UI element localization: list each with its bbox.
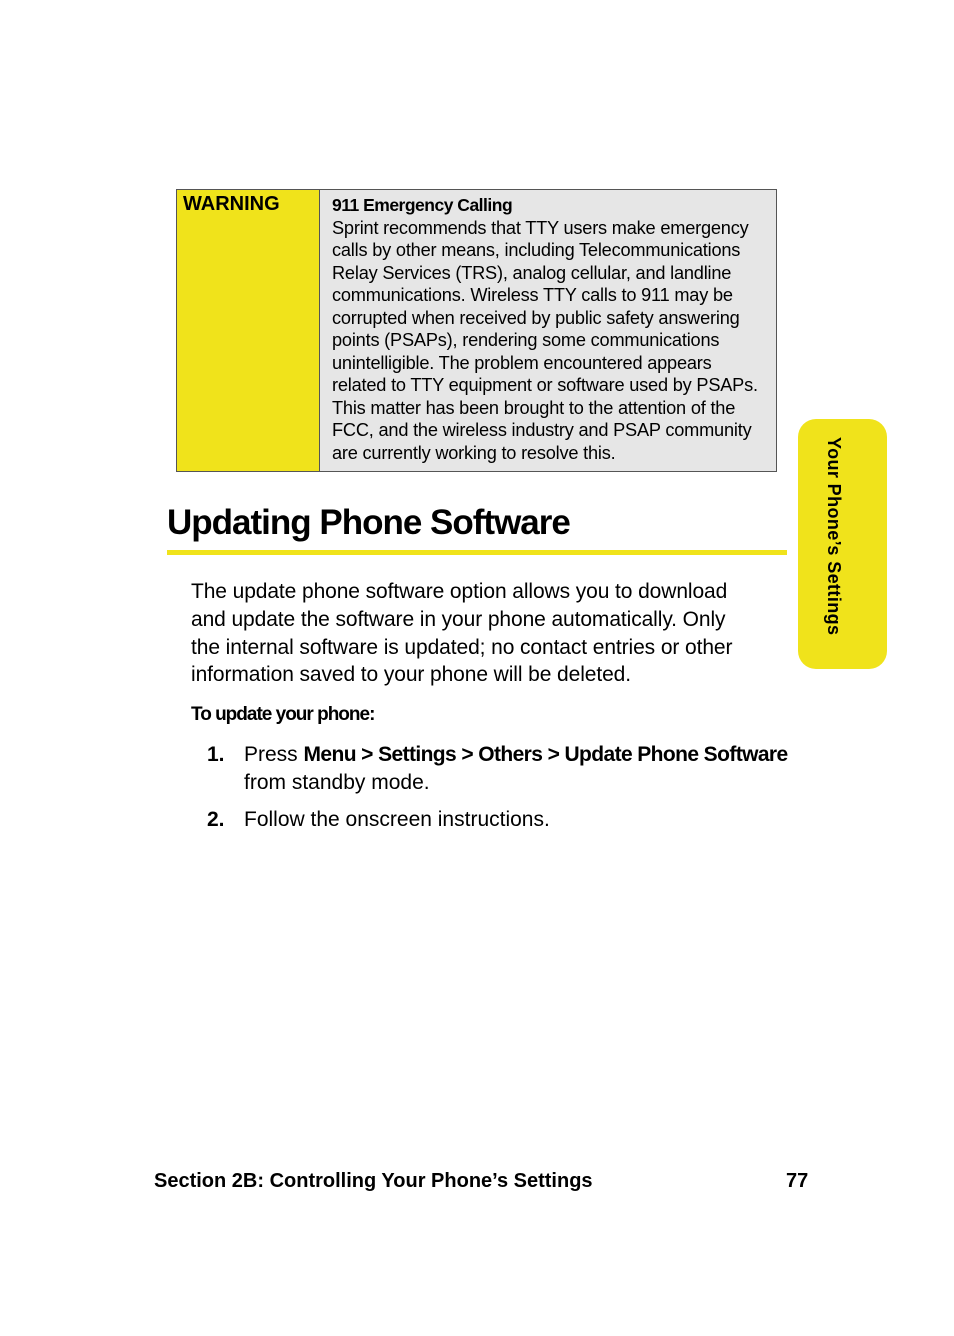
step-suffix: from standby mode. xyxy=(244,771,430,794)
intro-line: and update the software in your phone automatically. Only xyxy=(191,607,726,631)
warning-line: Sprint recommends that TTY users make emergency xyxy=(332,217,749,238)
side-tab-label: Your Phone’s Settings xyxy=(824,437,844,636)
intro-paragraph xyxy=(191,578,791,689)
warning-line: This matter has been brought to the attention of the xyxy=(332,397,736,418)
step-text: Follow the onscreen instructions. xyxy=(244,808,550,831)
step-number: 1. xyxy=(207,743,225,766)
warning-line: related to TTY equipment or software used by PSAPs. xyxy=(332,375,758,395)
step-number: 2. xyxy=(207,808,225,831)
page-title: Updating Phone Software xyxy=(167,503,570,542)
warning-line: FCC, and the wireless industry and PSAP community xyxy=(332,420,752,440)
title-underline xyxy=(167,550,787,555)
step-text xyxy=(244,741,788,769)
warning-line: points (PSAPs), rendering some communications xyxy=(332,330,720,350)
page-number: 77 xyxy=(786,1170,809,1192)
warning-line: calls by other means, including Telecommunications xyxy=(332,240,741,260)
menu-path: Menu > Settings > Others > Update Phone Software xyxy=(303,743,788,766)
intro-line: information saved to your phone will be deleted. xyxy=(191,663,631,687)
warning-box xyxy=(176,189,777,472)
warning-line: Relay Services (TRS), analog cellular, and landline xyxy=(332,262,732,283)
procedure-heading: To update your phone: xyxy=(191,704,375,725)
intro-line: The update phone software option allows you to download xyxy=(191,580,728,603)
footer-section: Section 2B: Controlling Your Phone’s Settings xyxy=(154,1170,593,1192)
warning-body xyxy=(320,190,776,471)
warning-label: WARNING xyxy=(177,190,320,471)
step-prefix: Press xyxy=(244,743,304,766)
warning-line: corrupted when received by public safety answering xyxy=(332,307,740,328)
warning-title: 911 Emergency Calling xyxy=(332,195,513,215)
warning-line: communications. Wireless TTY calls to 911 may be xyxy=(332,285,733,305)
intro-line: the internal software is updated; no contact entries or other xyxy=(191,635,733,659)
warning-line: unintelligible. The problem encountered appears xyxy=(332,352,712,373)
warning-line: are currently working to resolve this. xyxy=(332,442,616,463)
